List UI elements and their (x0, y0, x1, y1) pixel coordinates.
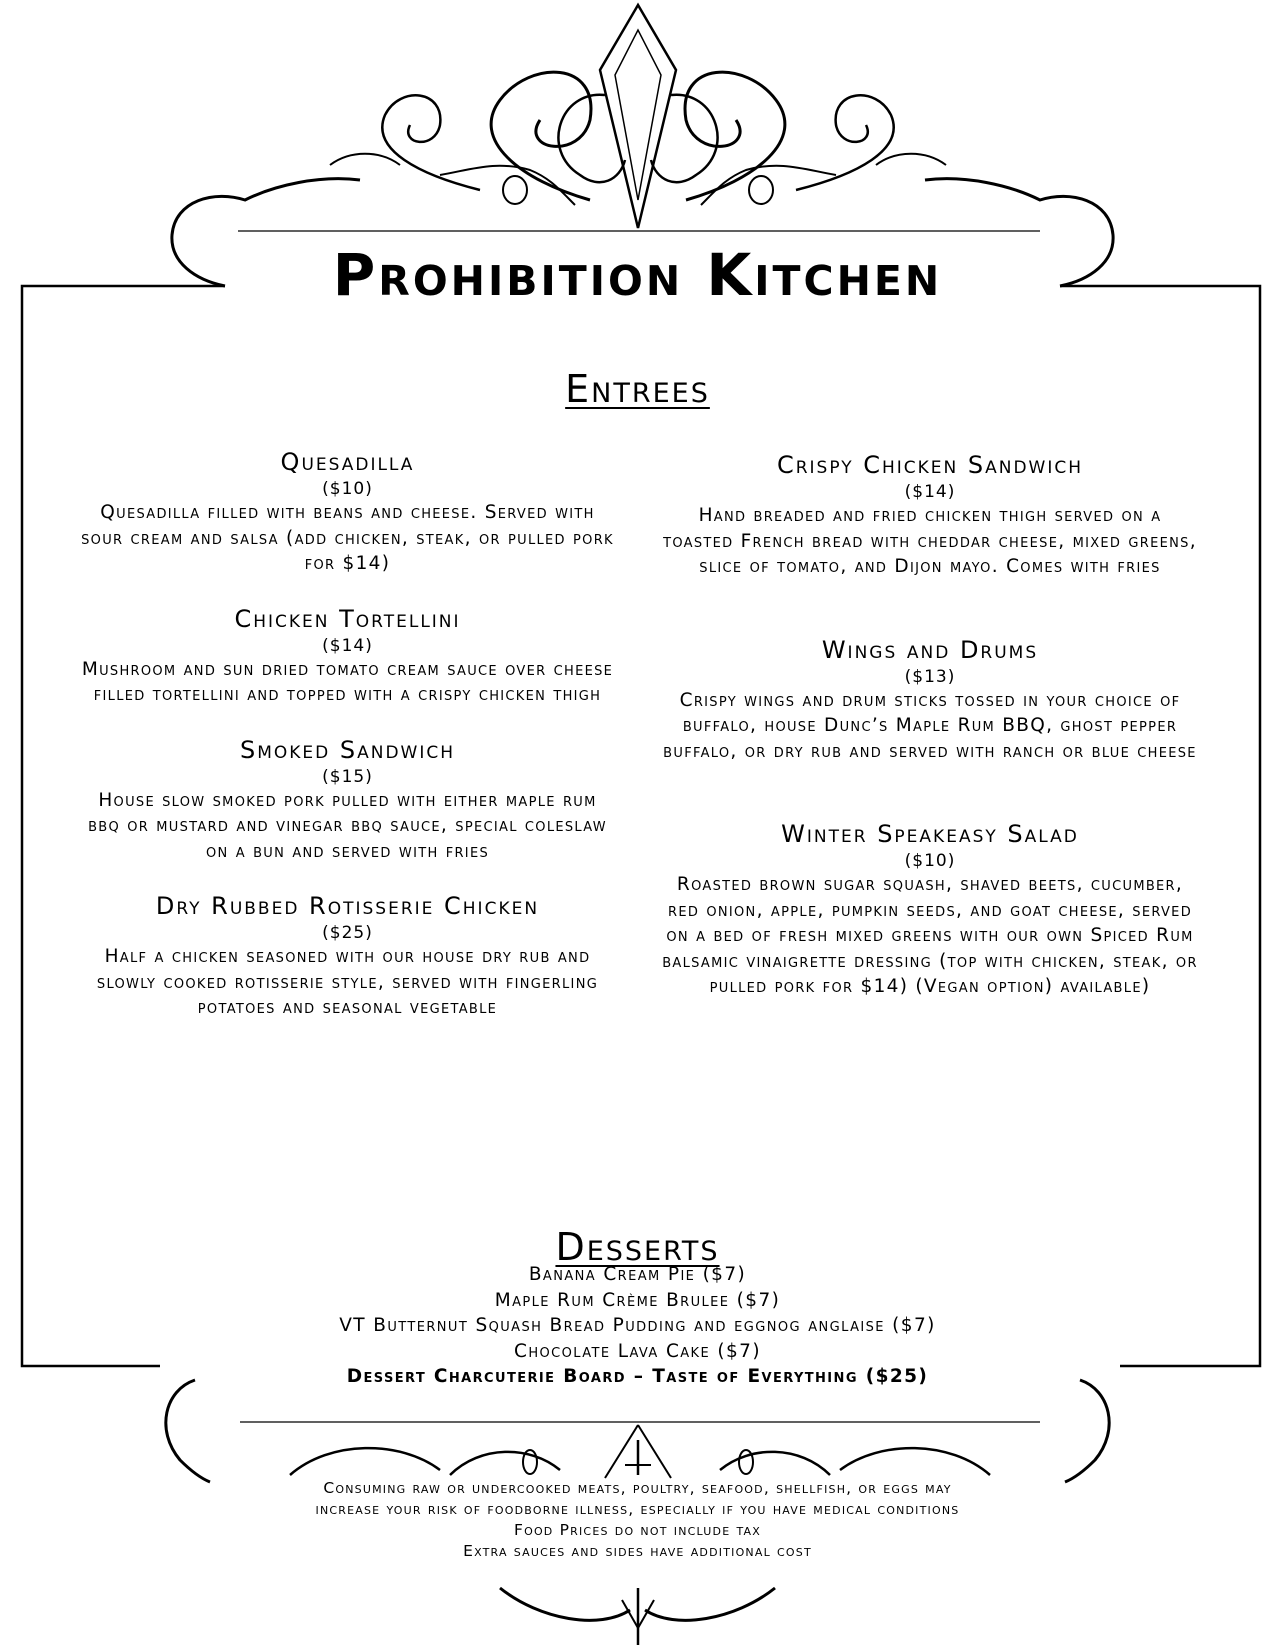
health-notice (0, 1478, 1275, 1562)
menu-item (660, 818, 1200, 1000)
item-price: ($14) (904, 482, 956, 502)
dessert-item: Chocolate Lava Cake ($7) (514, 1340, 761, 1362)
menu-item (80, 890, 615, 1021)
menu-item (660, 449, 1200, 580)
dessert-item: VT Butternut Squash Bread Pudding and eggnog anglaise ($7) (339, 1315, 936, 1336)
dessert-item-featured: Dessert Charcuterie Board – Taste of Everything ($25) (346, 1366, 929, 1387)
item-price: ($25) (322, 923, 373, 943)
item-description: Roasted brown sugar squash, shaved beets, cucumber, red onion, apple, pumpkin seeds, and goat cheese, served on a bed of fresh mixed greens with our own Spiced Rum balsamic vinaigrette dressing (top with chicken, steak, or pulled pork for $14) (Vegan option) available) (662, 874, 1198, 997)
item-price: ($13) (904, 666, 956, 687)
dessert-item: Maple Rum Crème Brulee ($7) (494, 1289, 781, 1311)
item-price: ($10) (322, 479, 373, 499)
item-price: ($14) (322, 635, 373, 656)
restaurant-title: Prohibition Kitchen (332, 241, 943, 309)
item-name: Quesadilla (280, 448, 415, 476)
menu-item (80, 734, 615, 865)
item-description: House slow smoked pork pulled with either maple rum bbq or mustard and vinegar bbq sauce, special coleslaw on a bun and served with fries (88, 789, 607, 862)
entrees-left-column (80, 446, 615, 1047)
entrees-heading (0, 367, 1275, 411)
menu-item (80, 446, 615, 577)
menu-item (80, 603, 615, 708)
entrees-right-column (660, 449, 1200, 1026)
item-price: ($15) (322, 766, 373, 787)
notice-line: Food Prices do not include tax (513, 1521, 762, 1539)
dessert-item: Banana Cream Pie ($7) (528, 1264, 747, 1285)
entrees-heading-text: Entrees (565, 367, 710, 411)
item-description: Hand breaded and fried chicken thigh served on a toasted French bread with cheddar cheese, mixed greens, slice of tomato, and Dijon mayo. Comes with fries (663, 505, 1197, 577)
menu-item (660, 634, 1200, 765)
item-name: Wings and Drums (821, 635, 1039, 664)
bottom-bracket-right (1065, 1380, 1109, 1482)
item-description: Crispy wings and drum sticks tossed in your choice of buffalo, house Dunc’s Maple Rum BBQ, ghost pepper buffalo, or dry rub and served with ranch or blue cheese (663, 689, 1197, 762)
dessert-list (0, 1262, 1275, 1390)
notice-line: Consuming raw or undercooked meats, poultry, seafood, shellfish, or eggs may (323, 1479, 952, 1497)
item-name: Smoked Sandwich (239, 735, 456, 764)
item-description: Mushroom and sun dried tomato cream sauce over cheese filled tortellini and topped with a crispy chicken thigh (81, 658, 614, 705)
item-description: Half a chicken seasoned with our house dry rub and slowly cooked rotisserie style, served with fingerling potatoes and seasonal vegetable (96, 946, 599, 1018)
item-price: ($10) (904, 851, 956, 871)
bottom-bracket-left (166, 1380, 210, 1482)
top-fleur (600, 5, 676, 228)
item-name: Winter Speakeasy Salad (781, 820, 1079, 848)
notice-line: increase your risk of foodborne illness, especially if you have medical conditions (315, 1500, 960, 1518)
item-description: Quesadilla filled with beans and cheese. Served with sour cream and salsa (add chicken, steak, or pulled pork for $14) (81, 502, 614, 574)
item-name: Dry Rubbed Rotisserie Chicken (155, 892, 540, 920)
item-name: Crispy Chicken Sandwich (776, 451, 1084, 479)
desserts-heading-text: Desserts (555, 1225, 720, 1269)
notice-line: Extra sauces and sides have additional cost (463, 1542, 812, 1560)
item-name: Chicken Tortellini (234, 604, 461, 633)
